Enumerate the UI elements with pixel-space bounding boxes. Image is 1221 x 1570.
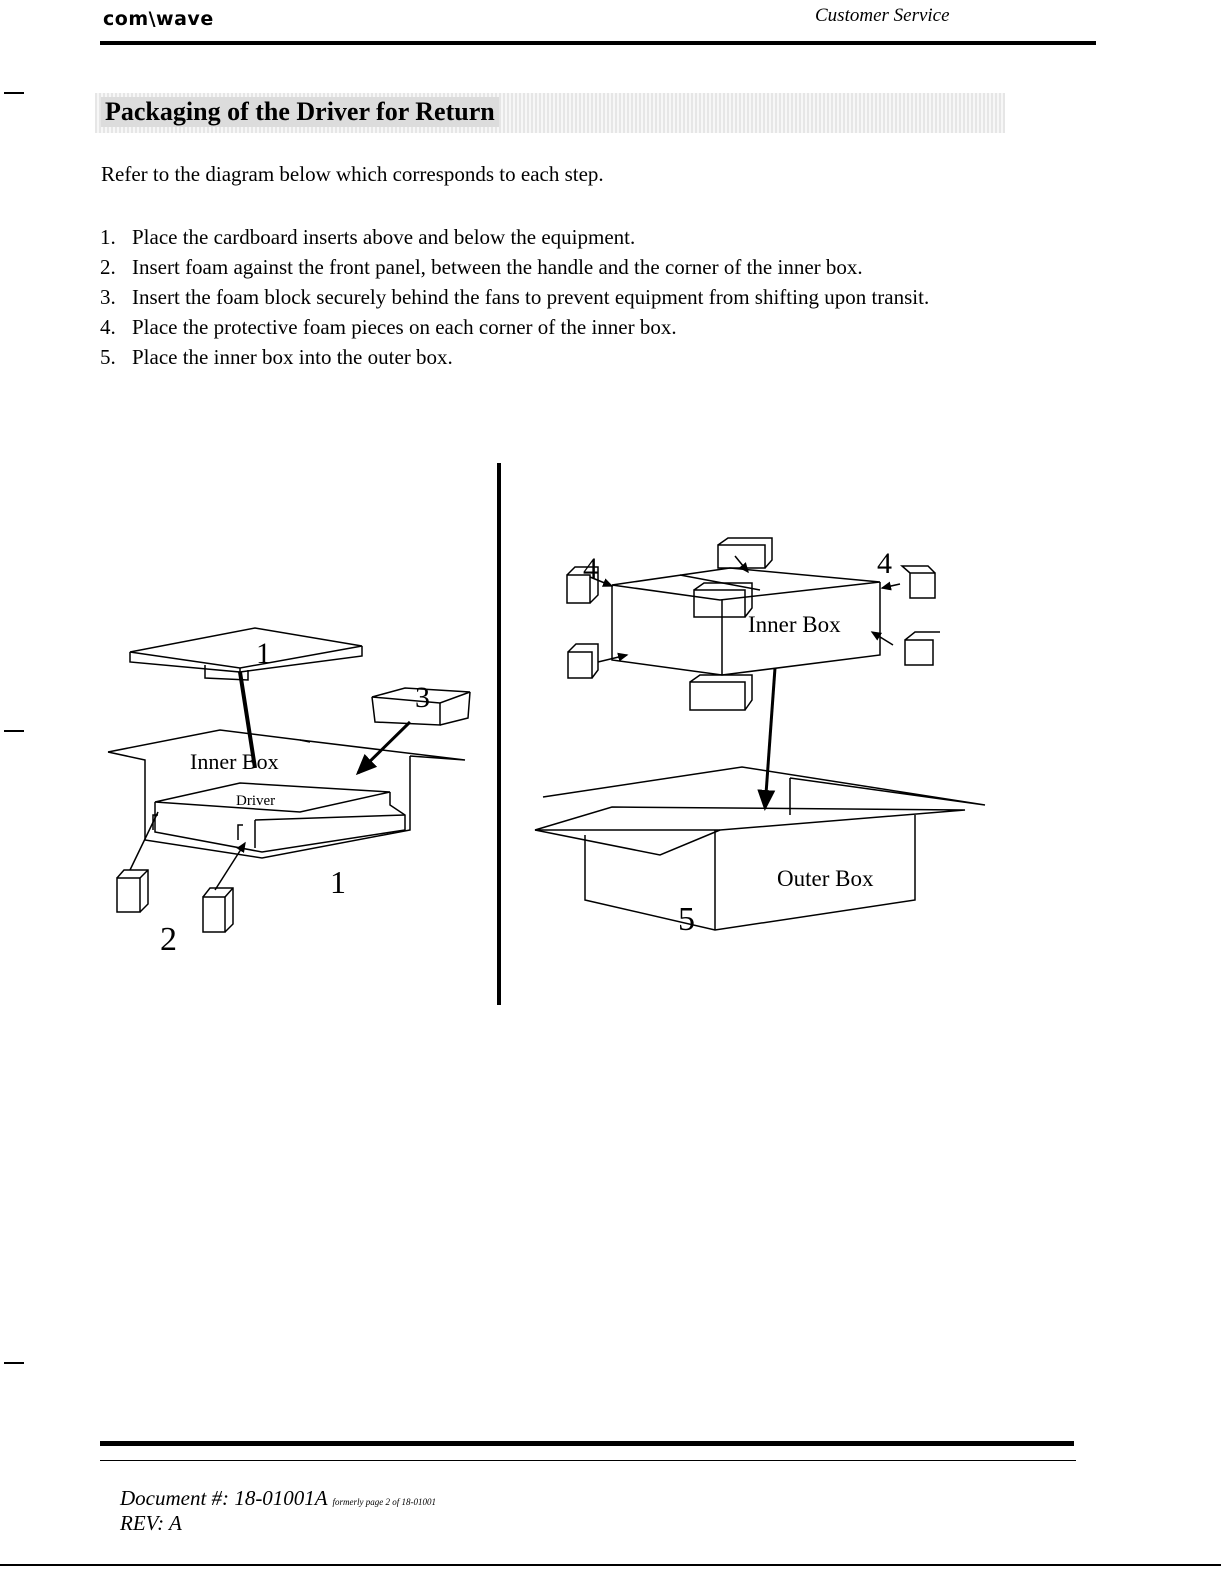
callout-4-left: 4	[583, 552, 598, 585]
list-item	[100, 252, 1080, 282]
callout-5: 5	[678, 901, 695, 938]
margin-mark	[4, 1362, 24, 1364]
step-text: Place the protective foam pieces on each corner of the inner box.	[132, 315, 677, 339]
step-number: 5.	[100, 345, 116, 369]
steps-list	[100, 222, 1080, 372]
callout-1-bottom: 1	[330, 864, 346, 900]
top-cardboard-insert	[130, 628, 362, 680]
company-logo: com\wave	[103, 8, 214, 30]
foam-piece-2a	[117, 870, 148, 912]
corner-arrow	[882, 584, 900, 588]
step-text: Place the cardboard inserts above and below the equipment.	[132, 225, 636, 249]
packaging-diagram	[0, 440, 1221, 1020]
foam-arrow-2b	[215, 843, 245, 890]
step-number: 3.	[100, 285, 116, 309]
list-item	[100, 312, 1080, 342]
corner-arrow	[872, 632, 893, 645]
driver-unit	[155, 783, 405, 852]
header-rule	[100, 41, 1096, 45]
driver-label: Driver	[236, 793, 276, 809]
list-item	[100, 222, 1080, 252]
document-number	[120, 1486, 436, 1511]
footer-rule	[100, 1460, 1076, 1461]
outer-box	[535, 767, 985, 930]
header-section: Customer Service	[815, 5, 950, 26]
foam-slot	[153, 815, 243, 840]
step-text: Insert foam against the front panel, between the handle and the corner of the inner box.	[132, 255, 863, 279]
footer-rule	[100, 1441, 1074, 1446]
step-text: Insert the foam block securely behind the fans to prevent equipment from shifting upon transit.	[132, 285, 930, 309]
inner-box-label-right: Inner Box	[748, 612, 841, 637]
list-item	[100, 282, 1080, 312]
page-title: Packaging of the Driver for Return	[101, 97, 499, 127]
foam-piece-2b	[203, 888, 233, 932]
list-item	[100, 342, 1080, 372]
step-number: 4.	[100, 315, 116, 339]
formerly-note: formerly page 2 of 18-01001	[332, 1497, 437, 1507]
document-label: Document #:	[120, 1486, 230, 1510]
outer-box-label: Outer Box	[777, 866, 874, 891]
step-number: 2.	[100, 255, 116, 279]
inner-to-outer-arrow	[765, 668, 775, 808]
margin-mark	[4, 92, 24, 94]
callout-2: 2	[160, 921, 177, 958]
callout-1-top: 1	[256, 637, 271, 670]
page-edge-rule	[0, 1564, 1221, 1566]
document-id: 18-01001A	[234, 1486, 328, 1510]
callout-3: 3	[415, 681, 430, 714]
step-text: Place the inner box into the outer box.	[132, 345, 453, 369]
callout-4-right: 4	[877, 547, 892, 580]
step-number: 1.	[100, 225, 116, 249]
inner-box-label-left: Inner Box	[190, 749, 279, 774]
revision: REV: A	[120, 1511, 182, 1535]
intro-text: Refer to the diagram below which corresponds to each step.	[101, 162, 604, 186]
inner-box-left	[108, 730, 465, 858]
